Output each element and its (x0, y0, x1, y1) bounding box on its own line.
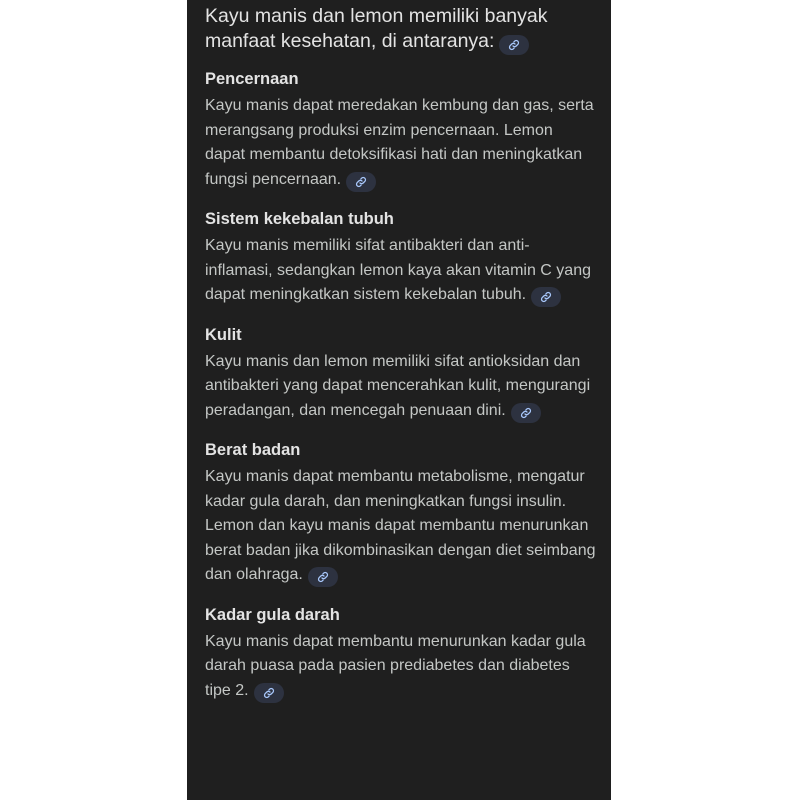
section-sistem-kekebalan-tubuh (205, 208, 597, 308)
section-heading: Kadar gula darah (205, 605, 340, 624)
section-body (205, 350, 597, 424)
section-kulit (205, 324, 597, 424)
link-icon (508, 39, 520, 51)
source-link-chip[interactable] (346, 172, 376, 192)
section-body (205, 630, 597, 704)
section-body (205, 465, 597, 588)
section-body (205, 94, 597, 192)
link-icon (540, 291, 552, 303)
section-berat-badan (205, 439, 597, 588)
section-body-text: Kayu manis dan lemon memiliki sifat antioksidan dan antibakteri yang dapat mencerahkan kulit, mengurangi peradangan, dan mencegah penuaan dini. (205, 352, 591, 419)
link-icon (520, 407, 532, 419)
source-link-chip[interactable] (511, 403, 541, 423)
section-body (205, 234, 597, 308)
intro-paragraph (205, 4, 597, 55)
intro-text: Kayu manis dan lemon memiliki banyak manfaat kesehatan, di antaranya: (205, 5, 548, 52)
section-body-text: Kayu manis dapat membantu metabolisme, mengatur kadar gula darah, dan meningkatkan fungsi insulin. Lemon dan kayu manis dapat membantu menurunkan berat badan jika dikombinasikan dengan diet seimbang dan olahraga. (205, 468, 596, 583)
section-kadar-gula-darah (205, 604, 597, 704)
link-icon (263, 687, 275, 699)
source-link-chip[interactable] (499, 35, 529, 55)
section-heading: Sistem kekebalan tubuh (205, 210, 394, 228)
source-link-chip[interactable] (531, 287, 561, 307)
response-panel (187, 0, 611, 800)
section-heading: Berat badan (205, 441, 301, 459)
section-body-text: Kayu manis dapat meredakan kembung dan gas, serta merangsang produksi enzim pencernaan. Lemon dapat membantu detoksifikasi hati dan meningkatkan fungsi pencernaan. (205, 97, 594, 188)
section-pencernaan (205, 68, 597, 192)
section-body-text: Kayu manis dapat membantu menurunkan kadar gula darah puasa pada pasien prediabetes dan diabetes tipe 2. (205, 632, 586, 699)
source-link-chip[interactable] (308, 567, 338, 587)
section-heading: Pencernaan (205, 70, 299, 88)
section-body-text: Kayu manis memiliki sifat antibakteri dan anti-inflamasi, sedangkan lemon kaya akan vitamin C yang dapat meningkatkan sistem kekebalan tubuh. (205, 237, 591, 303)
source-link-chip[interactable] (254, 683, 284, 703)
section-heading: Kulit (205, 325, 242, 344)
link-icon (317, 571, 329, 583)
link-icon (355, 176, 367, 188)
